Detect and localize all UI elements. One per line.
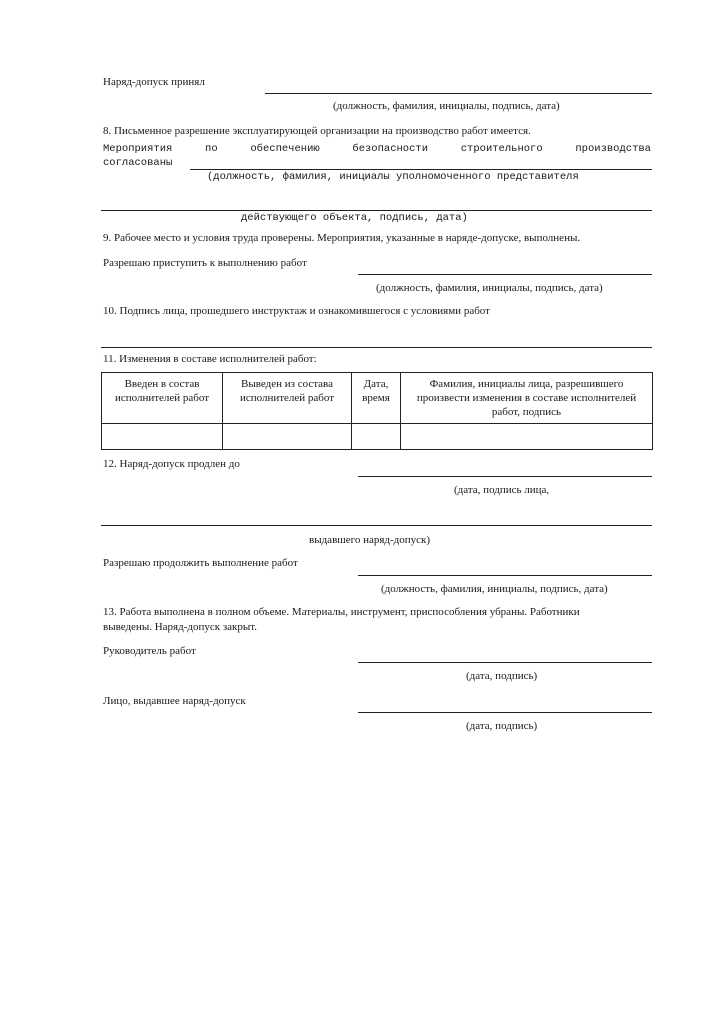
item8-caption-line2: действующего объекта, подпись, дата): [241, 212, 468, 224]
item8-caption-line1: (должность, фамилия, инициалы уполномоченного представителя: [207, 171, 579, 183]
accepted-signature-line[interactable]: [265, 93, 652, 94]
item9-signature-line[interactable]: [358, 274, 652, 275]
measures-word: по: [205, 143, 218, 155]
item12-extension-line[interactable]: [358, 476, 652, 477]
item13-manager-label: Руководитель работ: [103, 645, 196, 657]
item8-measures-line2: согласованы: [103, 157, 173, 169]
measures-word: строительного: [460, 143, 543, 155]
measures-word: производства: [575, 143, 651, 155]
measures-word: обеспечению: [250, 143, 320, 155]
item9-caption: (должность, фамилия, инициалы, подпись, дата): [376, 282, 603, 294]
item8-measures-words: [103, 143, 651, 155]
column-header-datetime: Дата, время: [352, 373, 401, 424]
accepted-label: Наряд-допуск принял: [103, 76, 205, 88]
item12-continue-label: Разрешаю продолжить выполнение работ: [103, 557, 298, 569]
item8-signature-line[interactable]: [190, 169, 652, 170]
item11-text: 11. Изменения в составе исполнителей работ:: [103, 353, 317, 365]
item13-manager-line[interactable]: [358, 662, 652, 663]
item13-manager-caption: (дата, подпись): [466, 670, 538, 682]
item9-text: 9. Рабочее место и условия труда проверены. Мероприятия, указанные в наряде-допуске, выполнены.: [103, 232, 581, 244]
item10-signature-line[interactable]: [101, 347, 652, 348]
table-row: [102, 424, 653, 450]
table-cell[interactable]: [223, 424, 352, 450]
column-header-removed: Выведен из состава исполнителей работ: [223, 373, 352, 424]
measures-word: безопасности: [352, 143, 429, 155]
item12-signature-line[interactable]: [101, 525, 652, 526]
changes-table-header: [102, 373, 653, 424]
item13-issuer-line[interactable]: [358, 712, 652, 713]
item9-permit-label: Разрешаю приступить к выполнению работ: [103, 257, 307, 269]
item12-caption-line2: выдавшего наряд-допуск): [309, 534, 431, 546]
item8-signature-line-2[interactable]: [101, 210, 652, 211]
item8-measures: [103, 143, 651, 155]
accepted-caption: (должность, фамилия, инициалы, подпись, дата): [333, 100, 560, 112]
item12-continue-line[interactable]: [358, 575, 652, 576]
item8-text: 8. Письменное разрешение эксплуатирующей организации на производство работ имеется.: [103, 125, 531, 137]
item13-text-line2: выведены. Наряд-допуск закрыт.: [103, 621, 258, 633]
item12-continue-caption: (должность, фамилия, инициалы, подпись, дата): [381, 583, 608, 595]
column-header-authorizer: Фамилия, инициалы лица, разрешившего произвести изменения в составе исполнителей работ, подпись: [401, 373, 653, 424]
item13-issuer-label: Лицо, выдавшее наряд-допуск: [103, 695, 246, 707]
item13-issuer-caption: (дата, подпись): [466, 720, 538, 732]
item12-caption-line1: (дата, подпись лица,: [454, 484, 550, 496]
item12-text: 12. Наряд-допуск продлен до: [103, 458, 240, 470]
column-header-added: Введен в состав исполнителей работ: [102, 373, 223, 424]
changes-table: [101, 372, 653, 450]
item10-text: 10. Подпись лица, прошедшего инструктаж и ознакомившегося с условиями работ: [103, 305, 490, 317]
table-cell[interactable]: [102, 424, 223, 450]
table-cell[interactable]: [352, 424, 401, 450]
table-cell[interactable]: [401, 424, 653, 450]
measures-word: Мероприятия: [103, 143, 173, 155]
item13-text-line1: 13. Работа выполнена в полном объеме. Материалы, инструмент, приспособления убраны. Работники: [103, 606, 580, 618]
